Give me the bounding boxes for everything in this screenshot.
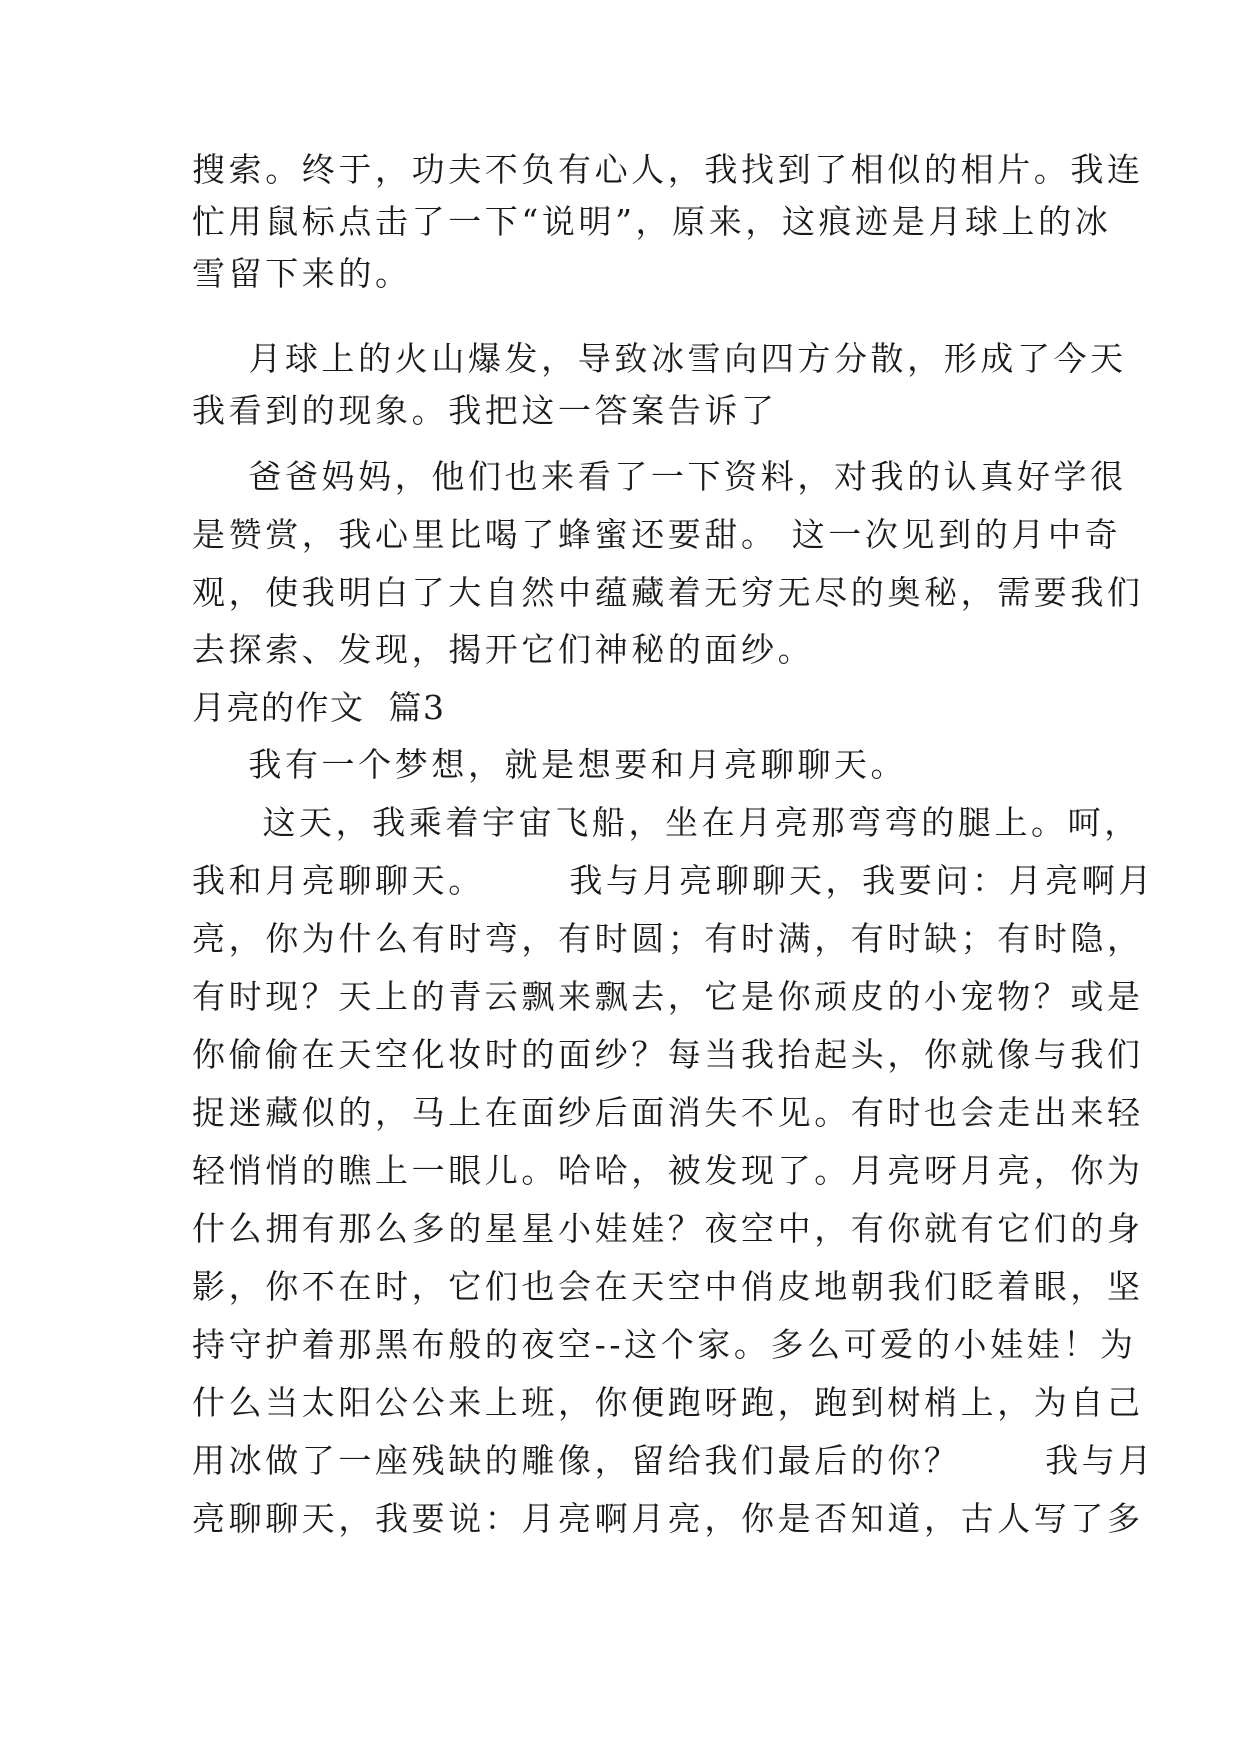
text-line: 月球上的火山爆发，导致冰雪向四方分散，形成了今天	[192, 339, 1127, 378]
text-line: 爸爸妈妈，他们也来看了一下资料，对我的认真好学很	[192, 457, 1127, 496]
text-line: 有时现？天上的青云飘来飘去，它是你顽皮的小宠物？或是	[192, 977, 1144, 1016]
section-heading: 月亮的作文 篇3	[192, 688, 446, 727]
text-line: 你偷偷在天空化妆时的面纱？每当我抬起头，你就像与我们	[192, 1035, 1144, 1074]
text-line: 捉迷藏似的，马上在面纱后面消失不见。有时也会走出来轻	[192, 1093, 1144, 1132]
text-line: 是赞赏，我心里比喝了蜂蜜还要甜。 这一次见到的月中奇	[192, 515, 1122, 554]
text-line: 亮聊聊天，我要说：月亮啊月亮，你是否知道，古人写了多	[192, 1499, 1144, 1538]
text-line: 我和月亮聊聊天。 我与月亮聊聊天，我要问：月亮啊月	[192, 861, 1155, 900]
text-line: 观，使我明白了大自然中蕴藏着无穷无尽的奥秘，需要我们	[192, 573, 1144, 612]
text-line: 去探索、发现，揭开它们神秘的面纱。	[192, 630, 815, 669]
text-line: 搜索。终于，功夫不负有心人，我找到了相似的相片。我连	[192, 150, 1144, 189]
text-line: 轻悄悄的瞧上一眼儿。哈哈，被发现了。月亮呀月亮，你为	[192, 1151, 1144, 1190]
text-line: 我有一个梦想，就是想要和月亮聊聊天。	[192, 745, 908, 784]
text-line: 亮，你为什么有时弯，有时圆；有时满，有时缺；有时隐，	[192, 919, 1144, 958]
text-line: 影，你不在时，它们也会在天空中俏皮地朝我们眨着眼，坚	[192, 1267, 1144, 1306]
text-line: 用冰做了一座残缺的雕像，留给我们最后的你？ 我与月	[192, 1441, 1155, 1480]
text-line: 这天，我乘着宇宙飞船，坐在月亮那弯弯的腿上。呵，	[192, 803, 1141, 842]
text-line: 我看到的现象。我把这一答案告诉了	[192, 391, 778, 430]
text-line: 什么当太阳公公来上班，你便跑呀跑，跑到树梢上，为自己	[192, 1383, 1144, 1422]
text-line: 什么拥有那么多的星星小娃娃？夜空中，有你就有它们的身	[192, 1209, 1144, 1248]
text-line: 忙用鼠标点击了一下“说明”，原来，这痕迹是月球上的冰	[192, 202, 1112, 241]
text-line: 雪留下来的。	[192, 254, 412, 293]
text-line: 持守护着那黑布般的夜空--这个家。多么可爱的小娃娃！为	[192, 1325, 1137, 1364]
